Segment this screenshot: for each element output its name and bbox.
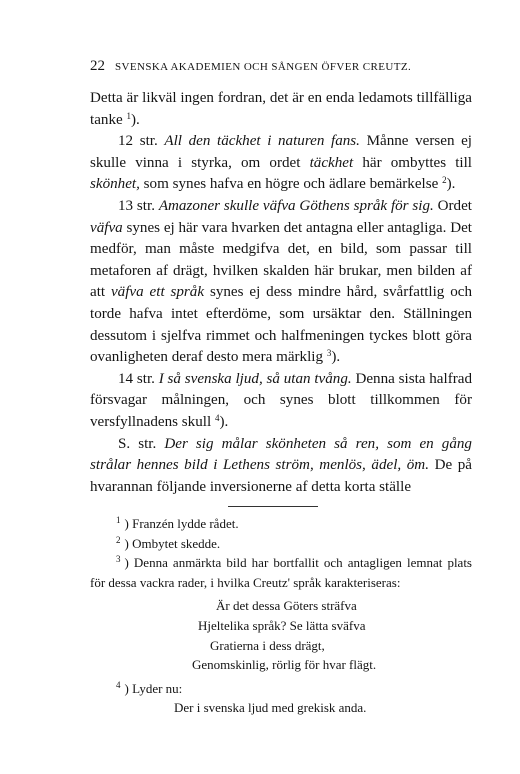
- quoted-verse: Amazoner skulle väfva Göthens språk för sig.: [158, 197, 434, 214]
- body-text: [90, 88, 472, 498]
- poem-line: Är det dessa Göters sträfva: [216, 598, 357, 614]
- stanza-number: S. str.: [118, 435, 157, 452]
- quoted-verse: Der sig målar skönheten så ren, som en gång strålar hennes bild i Lethens ström, menlös, ädel, öm.: [90, 435, 472, 474]
- paragraph-s-str: S. str. Der sig målar skönheten så ren, som en gång strålar hennes bild i Lethens ström, menlös, ädel, öm. De på hvarannan följande inversionerne af detta korta ställe: [90, 435, 473, 495]
- footnote-ref-4: 4: [214, 412, 220, 423]
- footnote-ref-1: 1: [126, 110, 131, 121]
- poem-line: Genomskinlig, rörlig för hvar flägt.: [192, 657, 377, 673]
- stanza-number: 13 str.: [118, 197, 155, 214]
- paragraph-1: Detta är likväl ingen fordran, det är en enda ledamots tillfälliga tanke $^1$).: [90, 90, 472, 128]
- poem-line: Hjeltelika språk? Se lätta sväfva: [198, 617, 366, 633]
- poem-line: Gratierna i dess drägt,: [210, 637, 325, 653]
- running-header: [90, 58, 442, 75]
- running-title: SVENSKA AKADEMIEN OCH SÅNGEN ÖFVER CREUTZ.: [115, 61, 412, 73]
- stanza-number: 12 str.: [118, 133, 158, 150]
- quoted-verse: All den täckhet i naturen fans.: [164, 133, 360, 150]
- paragraph-12-str: 12 str. All den täckhet i naturen fans. Månne versen ej skulle vinna i styrka, om ordet täckhet här ombyttes till skönhet, som synes hafva en högre och ädlare bemärkelse $^2$).: [90, 133, 473, 193]
- quoted-verse: I så svenska ljud, så utan tvång.: [158, 370, 352, 387]
- footnote-poem: [90, 596, 472, 674]
- stanza-number: 14 str.: [118, 370, 155, 387]
- footnote-3: $^3$ ) Denna anmärkta bild har bortfallit och antagligen lemnat plats för dessa vackra rader, i hvilka Creutz' språk karakteriseras:: [90, 554, 472, 590]
- footnote-1: $^1$ ) Franzén lydde rådet.: [116, 515, 239, 531]
- footnote-divider: [228, 506, 318, 507]
- footnote-2: $^2$ ) Ombytet skedde.: [116, 534, 221, 551]
- page-number: 22: [90, 58, 105, 74]
- paragraph-13-str: 13 str. Amazoner skulle väfva Göthens språk för sig. Ordet väfva synes ej här vara hvarken det antagna eller antagliga. Det medför, man måste medgifva det, en bild, som passar till metaforen af drägt, hvilken skalden här brukar, men bilden af att väfva ett språk synes ej dess mindre hård, svårfattlig och torde hafva intet efterdöme, som ursäktar den. Ställningen dessutom i sjelfva rimmet och halfmeningen tyckes blott göra ovanligheten deraf desto mera märklig $^3$).: [90, 197, 472, 366]
- footnote-4-verse: Der i svenska ljud med grekisk anda.: [174, 700, 367, 716]
- footnote-ref-2: 2: [442, 175, 447, 186]
- footnote-ref-3: 3: [326, 348, 332, 359]
- footnotes: [90, 514, 472, 718]
- paragraph-14-str: 14 str. I så svenska ljud, så utan tvång. Denna sista halfrad försvagar målningen, och synes blott tillkommen för versfyllnadens skull $^4$).: [90, 370, 472, 430]
- footnote-4: $^4$ ) Lyder nu:: [116, 679, 183, 696]
